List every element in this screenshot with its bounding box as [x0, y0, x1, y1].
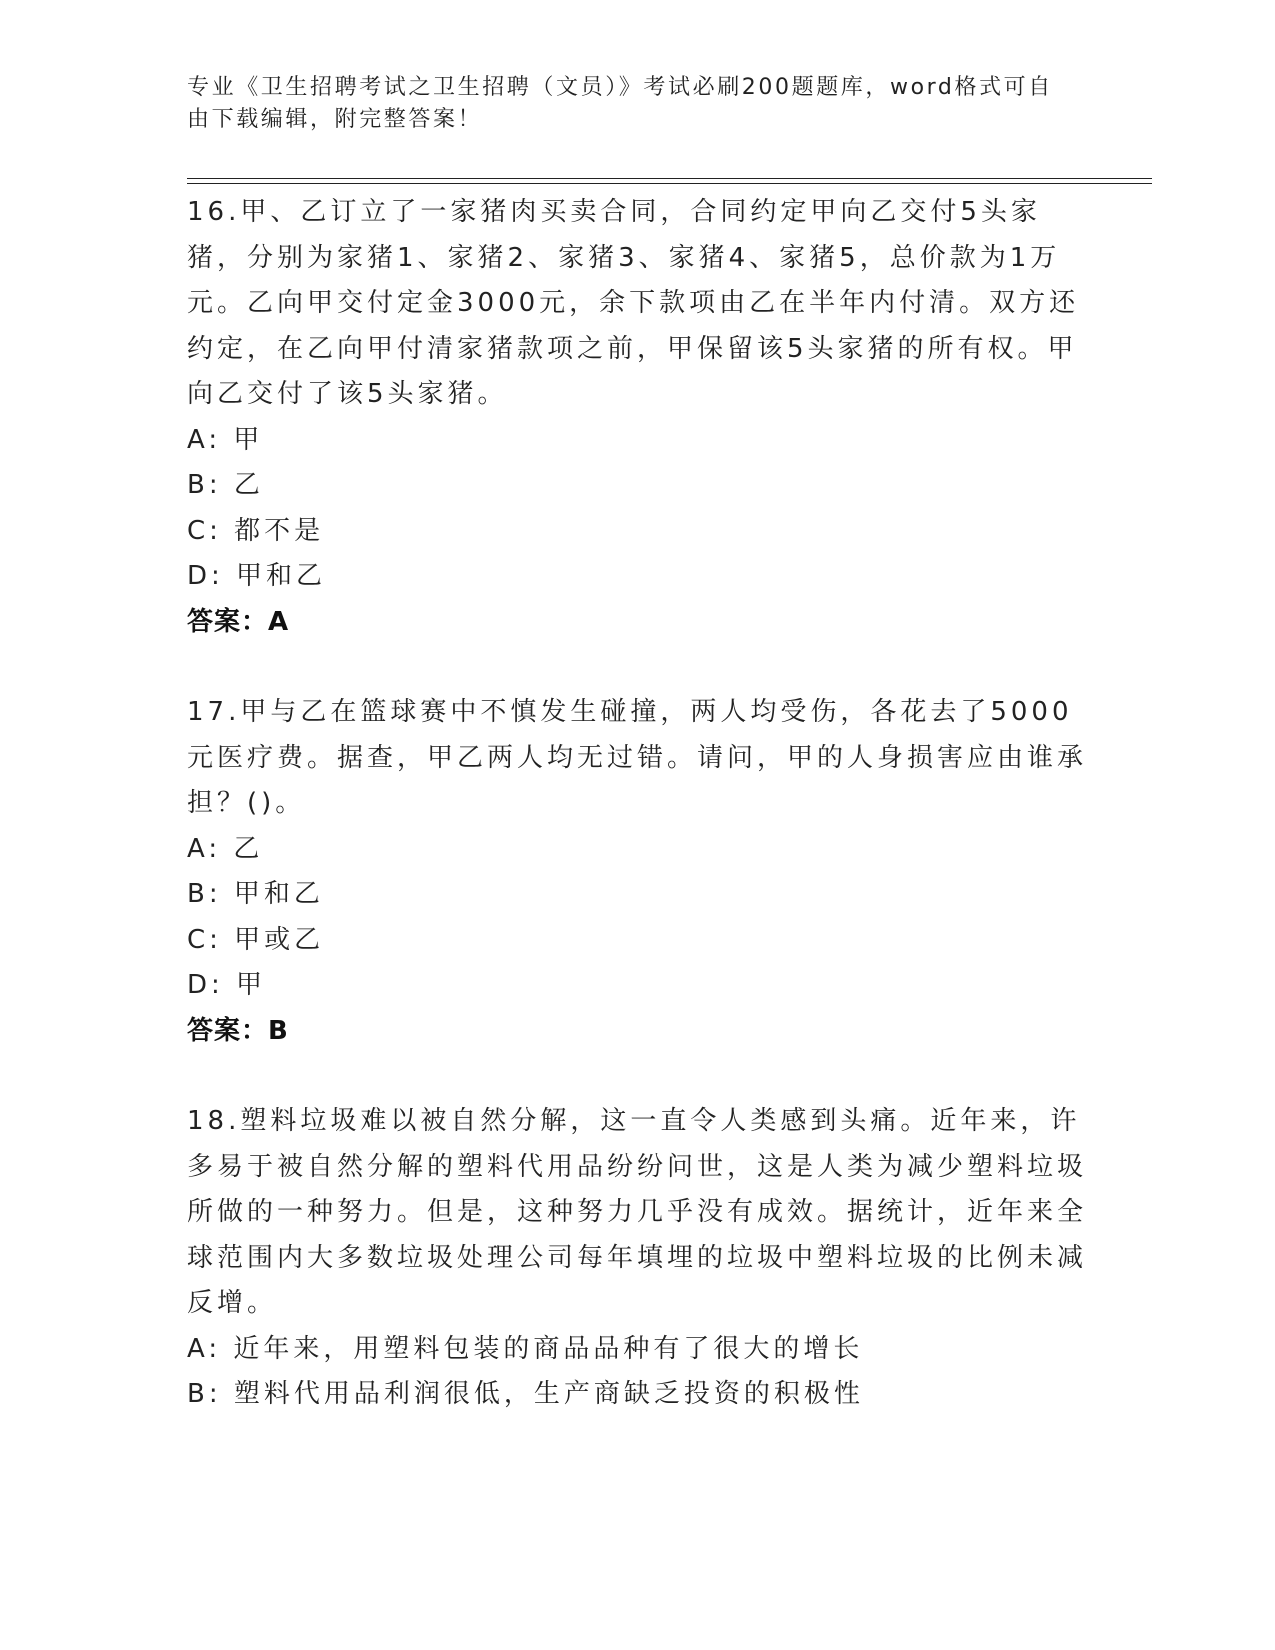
option-d: D: 甲: [187, 970, 267, 1000]
option-b: B: 甲和乙: [187, 879, 324, 909]
question-stem: 17.甲与乙在篮球赛中不慎发生碰撞，两人均受伤，各花去了5000元医疗费。据查，甲乙两人均无过错。请问，甲的人身损害应由谁承担？()。: [187, 697, 1088, 818]
header-divider-bottom: [187, 183, 1152, 184]
option-c: C: 甲或乙: [187, 924, 325, 955]
header-divider-top: [187, 178, 1152, 179]
question-spacer: [187, 1054, 1087, 1099]
option-c: C: 都不是: [187, 515, 325, 546]
question-17: [187, 690, 1087, 1054]
answer-label: 答案：B: [187, 1015, 289, 1046]
document-header: [187, 72, 1087, 136]
question-stem: 16.甲、乙订立了一家猪肉买卖合同，合同约定甲向乙交付5头家猪，分别为家猪1、家猪2、家猪3、家猪4、家猪5，总价款为1万元。乙向甲交付定金3000元，余下款项由乙在半年内付清。双方还约定，在乙向甲付清家猪款项之前，甲保留该5头家猪的所有权。甲向乙交付了该5头家猪。: [187, 197, 1080, 409]
question-spacer: [187, 645, 1087, 690]
option-a: A: 乙: [187, 833, 264, 864]
question-stem: 18.塑料垃圾难以被自然分解，这一直令人类感到头痛。近年来，许多易于被自然分解的塑料代用品纷纷问世，这是人类为减少塑料垃圾所做的一种努力。但是，这种努力几乎没有成效。据统计，近年来全球范围内大多数垃圾处理公司每年填埋的垃圾中塑料垃圾的比例未减反增。: [187, 1106, 1088, 1318]
option-b: B: 塑料代用品利润很低，生产商缺乏投资的积极性: [187, 1379, 864, 1409]
question-16: [187, 190, 1087, 645]
answer-label: 答案：A: [187, 606, 290, 637]
question-18: [187, 1099, 1087, 1418]
question-list: [187, 190, 1087, 1418]
option-b: B: 乙: [187, 470, 264, 500]
header-line-1: 专业《卫生招聘考试之卫生招聘（文员）》考试必刷200题题库，word格式可自: [187, 75, 1053, 100]
option-d: D: 甲和乙: [187, 561, 327, 591]
option-a: A: 甲: [187, 424, 264, 455]
option-a: A: 近年来，用塑料包装的商品品种有了很大的增长: [187, 1333, 864, 1364]
header-line-2: 由下载编辑，附完整答案！: [187, 107, 483, 132]
